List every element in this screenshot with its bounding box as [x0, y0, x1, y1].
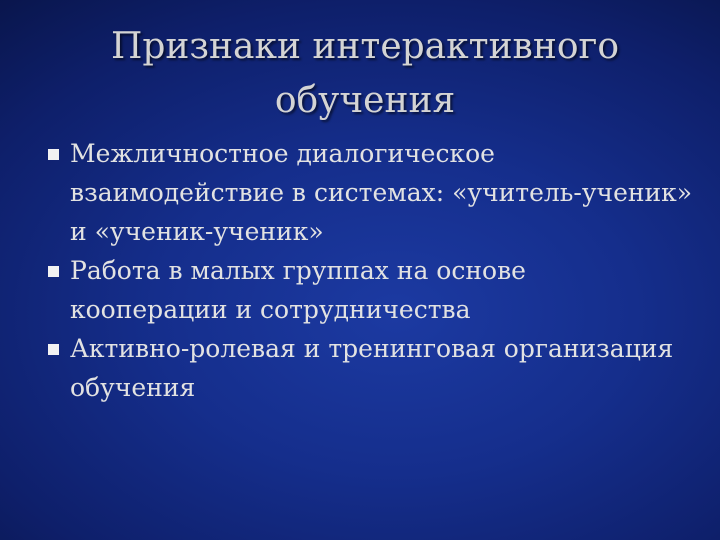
bullet-line: Активно-ролевая и тренинговая организация: [70, 334, 674, 363]
title-line-1: Признаки интерактивного: [110, 26, 620, 67]
bullet-list: [46, 134, 696, 407]
bullet-item: [46, 251, 696, 329]
bullet-line: и «ученик-ученик»: [70, 217, 324, 246]
bullet-line: взаимодействие в системах: «учитель-ученик»: [70, 178, 693, 207]
bullet-item: [46, 329, 696, 407]
bullet-item: [46, 134, 696, 251]
bullet-line: Межличностное диалогическое: [70, 139, 495, 168]
bullet-line: обучения: [70, 373, 196, 402]
title-line-2: обучения: [274, 80, 456, 121]
square-bullet-icon: [48, 149, 59, 160]
bullet-line: кооперации и сотрудничества: [70, 295, 471, 324]
bullet-line: Работа в малых группах на основе: [70, 256, 526, 285]
square-bullet-icon: [48, 266, 59, 277]
slide-title: [70, 20, 660, 128]
square-bullet-icon: [48, 344, 59, 355]
